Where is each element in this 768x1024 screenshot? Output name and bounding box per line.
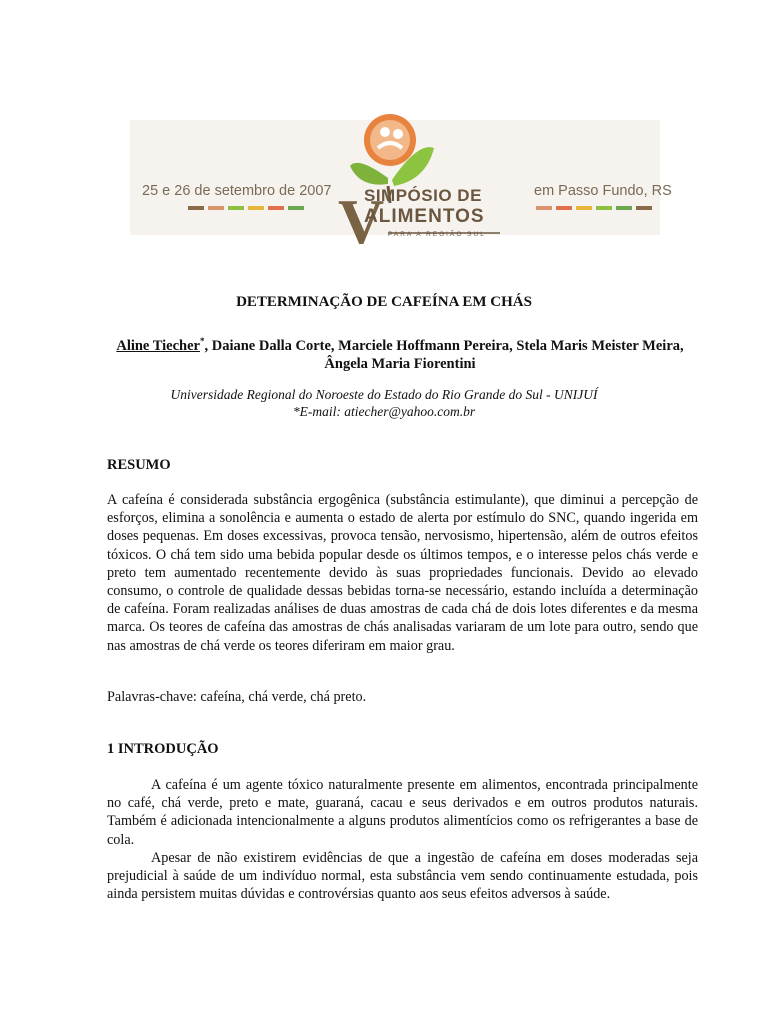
color-bar [636, 206, 652, 210]
email: *E-mail: atiecher@yahoo.com.br [292, 404, 476, 419]
resumo-heading: RESUMO [107, 457, 171, 473]
color-bar [576, 206, 592, 210]
resumo-text: A cafeína é considerada substância ergogênica (substância estimulante), que diminui a percepção de esforços, elimina a sonolência e aumenta o estado de alerta por estímulo do SNC, quando ingerida em doses pequenas. Em doses excessivas, provoca tensão, nervosismo, hipertensão, além de outros efeitos tóxicos. O chá tem sido uma bebida popular desde os últimos tempos, e o interesse pelos chás verde e preto tem aumentado recentemente devido às suas propriedades funcionais. Devido ao elevado consumo, o controle de qualidade dessas bebidas torna-se necessário, estando incluída a determinação de cafeína. Foram realizadas análises de duas amostras de cada chá de dois lotes diferentes e da mesma marca. Os teores de cafeína das amostras de chás analisadas variaram de um lote para outro, sendo que nas amostras de chá verde os teores diferiram em maior grau. [107, 492, 698, 654]
color-bar [536, 206, 552, 210]
logo-subtitle: PARA A REGIÃO SUL [388, 231, 486, 238]
color-bars-right [536, 206, 652, 210]
color-bar [556, 206, 572, 210]
color-bar [268, 206, 284, 210]
intro-heading: 1 INTRODUÇÃO [107, 741, 219, 757]
author-list [110, 332, 690, 373]
event-logo-icon [330, 108, 510, 248]
logo-line2: ALIMENTOS [364, 206, 485, 227]
color-bar [188, 206, 204, 210]
logo-line1: SIMPÓSIO DE [364, 186, 482, 205]
intro-paragraph-2: Apesar de não existirem evidências de que a ingestão de cafeína em doses moderadas seja prejudicial à saúde de um indivíduo normal, esta substância vem sendo continuamente estudada, pois ainda persistem muitas dúvidas e controvérsias quanto aos seus efeitos adversos à saúde. [107, 850, 698, 903]
event-location: em Passo Fundo, RS [534, 183, 672, 199]
author-mark: * [199, 336, 205, 346]
affiliation [0, 386, 768, 420]
color-bar [208, 206, 224, 210]
keywords: Palavras-chave: cafeína, chá verde, chá preto. [107, 689, 367, 705]
color-bar [616, 206, 632, 210]
color-bar [288, 206, 304, 210]
event-date: 25 e 26 de setembro de 2007 [142, 183, 332, 199]
color-bar [596, 206, 612, 210]
institution: Universidade Regional do Noroeste do Estado do Rio Grande do Sul - UNIJUÍ [170, 387, 598, 402]
color-bar [248, 206, 264, 210]
logo-numeral-v: V [338, 186, 385, 248]
color-bar [228, 206, 244, 210]
first-author: Aline Tiecher [116, 337, 200, 354]
intro-paragraph-1: A cafeína é um agente tóxico naturalmente presente em alimentos, encontrada principalmente no café, chá verde, preto e mate, guaraná, cacau e seus derivados e em outros produtos naturais. Também é adicionada intencionalmente a alguns produtos alimentícios como os refrigerantes a base de cola. [107, 777, 698, 848]
other-authors: , Daiane Dalla Corte, Marciele Hoffmann Pereira, Stela Maris Meister Meira, Ângela Maria Fiorentini [204, 337, 684, 372]
paper-title: DETERMINAÇÃO DE CAFEÍNA EM CHÁS [236, 294, 532, 310]
color-bars-left [188, 206, 304, 210]
event-logo-title [364, 187, 485, 226]
